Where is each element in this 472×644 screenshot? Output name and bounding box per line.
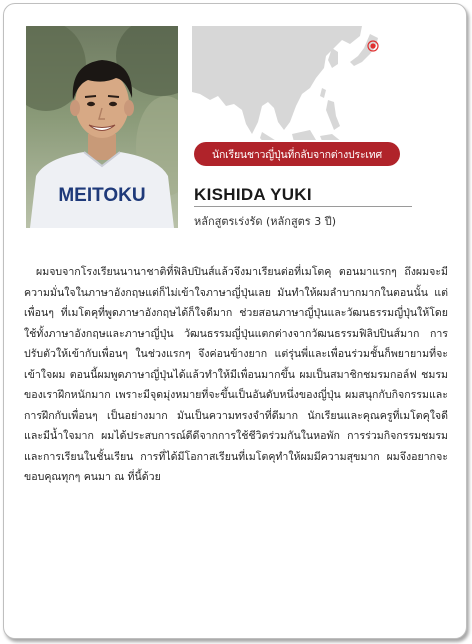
student-photo (26, 26, 178, 228)
course-label: หลักสูตรเร่งรัด (หลักสูตร 3 ปี) (194, 215, 336, 228)
testimonial-paragraph: ผมจบจากโรงเรียนนานาชาติที่ฟิลิปปินส์แล้วจึงมาเรียนต่อที่เมโตคุ ตอนมาแรกๆ ถึงผมจะมีความมั่นใจในภาษาอังกฤษแต่ก็ไม่เข้าใจภาษาญี่ปุ่นเลย มันทำให้ผมลำบากมากในตอนนั้น แต่เพื่อนๆ ที่เมโตคุที่พูดภาษาอังกฤษได้ก็ใจดีมาก ช่วยสอนภาษาญี่ปุ่นและวัฒนธรรมญี่ปุ่นให้โดยใช้ทั้งภาษาอังกฤษและภาษาญี่ปุ่น วัฒนธรรมญี่ปุ่นแตกต่างจากวัฒนธรรมฟิลิปปินส์มาก การปรับตัวให้เข้ากับเพื่อนๆ ในช่วงแรกๆ จึงค่อนข้างยาก แต่รุ่นพี่และเพื่อนร่วมชั้นก็พยายามที่จะเข้าใจผม ตอนนี้ผมพูดภาษาญี่ปุ่นได้แล้วทำให้มีเพื่อนมากขึ้น ผมเป็นสมาชิกชมรมกอล์ฟ ชมรมของเราฝึกหนักมาก เพราะมีจุดมุ่งหมายที่จะขึ้นเป็นอันดับหนึ่งของญี่ปุ่น ผมสนุกกับกิจกรรมและการฝึกกับเพื่อนๆ เป็นอย่างมาก มันเป็นความทรงจำที่ดีมาก นักเรียนและคุณครูที่เมโตคุใจดี และมีน้ำใจมาก ผมได้ประสบการณ์ดีดีจากการใช้ชีวิตร่วมกันในหอพัก การร่วมกิจกรรมชมรม และการเรียนในชั้นเรียน การที่ได้มีโอกาสเรียนที่เมโตคุทำให้ผมมีความสุขมาก ผมจึงอยากจะขอบคุณทุกๆ คนมา ณ ที่นี้ด้วย (24, 266, 448, 483)
student-name: KISHIDA YUKI (194, 185, 312, 204)
shirt-lettering: MEITOKU (58, 185, 146, 206)
returnee-banner (194, 142, 400, 166)
name-divider (194, 206, 412, 207)
banner-text: นักเรียนชาวญี่ปุ่นที่กลับจากต่างประเทศ (212, 148, 382, 161)
profile-card (3, 3, 467, 639)
student-photo-illustration (26, 26, 178, 228)
